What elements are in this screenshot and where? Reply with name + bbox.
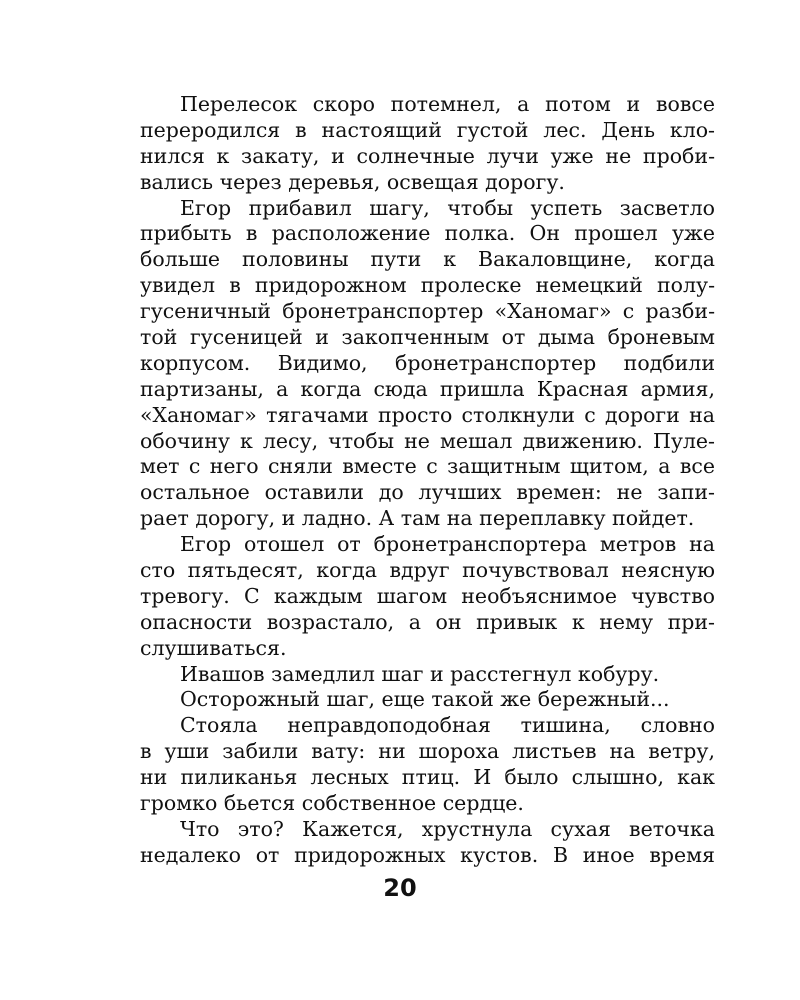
text-line: Егор прибавил шагу, чтобы успеть засветло [180,195,715,220]
text-line: слушиваться. [140,635,287,660]
text-line: сто пятьдесят, когда вдруг почувствовал неясную [140,558,715,583]
text-line: Стояла неправдоподобная тишина, словно [180,713,715,738]
text-line: остальное оставили до лучших времен: не запи- [140,480,715,505]
text-line: корпусом. Видимо, бронетранспортер подбили [140,350,715,375]
body-text [140,92,715,869]
text-line: переродился в настоящий густой лес. День кло- [140,117,715,142]
text-line: больше половины пути к Вакаловщине, когда [140,247,715,272]
text-line: Егор отошел от бронетранспортера метров на [180,532,715,557]
text-line: ни пиликанья лесных птиц. И было слышно, как [140,765,715,790]
text-line: Осторожный шаг, еще такой же бережный... [180,687,670,712]
text-line: гусеничный бронетранспортер «Ханомаг» с разби- [140,299,715,324]
text-line: опасности возрастало, а он привык к нему при- [140,609,715,634]
text-line: нился к закату, и солнечные лучи уже не проби- [140,143,715,168]
text-line: Перелесок скоро потемнел, а потом и вовсе [180,92,715,116]
text-line: той гусеницей и закопченным от дыма броневым [140,325,715,350]
text-line: тревогу. С каждым шагом необъяснимое чувство [140,583,715,608]
text-line: громко бьется собственное сердце. [140,791,524,816]
text-line: партизаны, а когда сюда пришла Красная армия, [140,376,715,401]
text-line: Что это? Кажется, хрустнула сухая веточка [180,816,715,841]
text-line: прибыть в расположение полка. Он прошел уже [140,221,715,246]
text-line: вались через деревья, освещая дорогу. [140,169,565,194]
text-line: в уши забили вату: ни шороха листьев на ветру, [140,739,715,764]
text-line: «Ханомаг» тягачами просто столкнули с дороги на [140,402,715,427]
text-line: Ивашов замедлил шаг и расстегнул кобуру. [180,661,660,686]
page-number: 20 [383,874,417,902]
text-line: мет с него сняли вместе с защитным щитом, а все [140,454,715,479]
text-line: недалеко от придорожных кустов. В иное время [140,842,715,867]
text-line: рает дорогу, и ладно. А там на переплавку пойдет. [140,506,695,531]
text-line: обочину к лесу, чтобы не мешал движению. Пуле- [140,428,715,453]
text-line: увидел в придорожном пролеске немецкий полу- [140,273,715,298]
